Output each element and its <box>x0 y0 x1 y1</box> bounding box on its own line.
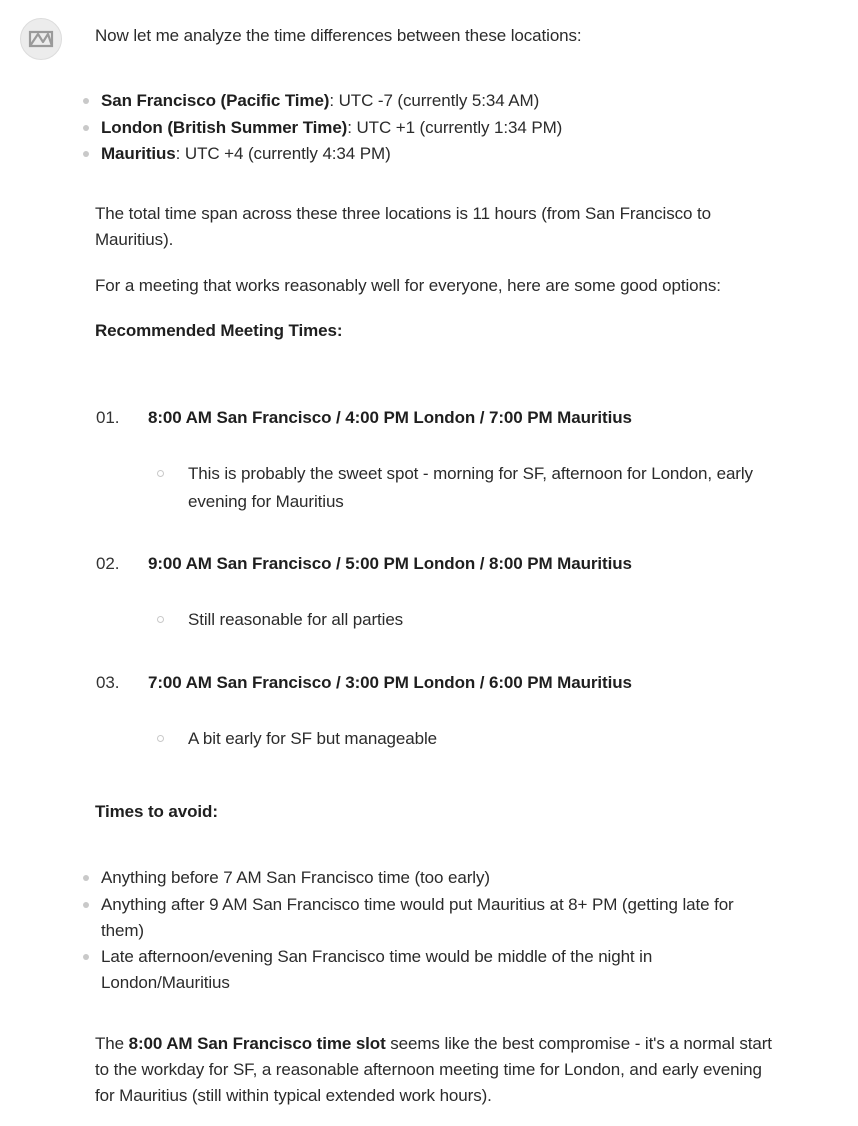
conclusion-rest: seems like the best compromise - it's a normal start <box>385 1034 772 1053</box>
option-number: 03. <box>96 673 120 692</box>
intro-text: Now let me analyze the time differences between these locations: <box>95 26 582 45</box>
list-item: Anything after 9 AM San Francisco time would put Mauritius at 8+ PM (getting late for <box>101 895 734 914</box>
bullet-icon <box>83 954 89 960</box>
list-item: Anything before 7 AM San Francisco time (too early) <box>101 868 490 887</box>
sub-bullet-icon <box>157 616 164 623</box>
list-item <box>101 115 562 141</box>
sub-bullet-icon <box>157 470 164 477</box>
option-note: This is probably the sweet spot - morning for SF, afternoon for London, early <box>188 464 753 483</box>
sub-bullet-icon <box>157 735 164 742</box>
list-item-continuation: London/Mauritius <box>101 973 230 992</box>
conclusion-line: for Mauritius (still within typical extended work hours). <box>95 1086 492 1105</box>
assistant-logo-icon <box>27 29 55 49</box>
zone-detail: : UTC +1 (currently 1:34 PM) <box>347 118 563 137</box>
conclusion-line <box>95 1034 772 1054</box>
option-note: evening for Mauritius <box>188 492 344 511</box>
option-title: 8:00 AM San Francisco / 4:00 PM London / 7:00 PM Mauritius <box>148 408 632 427</box>
bullet-icon <box>83 875 89 881</box>
options-intro: For a meeting that works reasonably well for everyone, here are some good options: <box>95 276 721 295</box>
bullet-icon <box>83 902 89 908</box>
conclusion-prefix: The <box>95 1034 129 1053</box>
list-item <box>101 141 391 167</box>
list-item-continuation: them) <box>101 921 144 940</box>
bullet-icon <box>83 125 89 131</box>
recommended-heading: Recommended Meeting Times: <box>95 321 343 340</box>
conclusion-highlight: 8:00 AM San Francisco time slot <box>128 1034 386 1053</box>
list-item: Late afternoon/evening San Francisco time would be middle of the night in <box>101 947 653 966</box>
bullet-icon <box>83 98 89 104</box>
option-number: 02. <box>96 554 120 573</box>
zone-name: London (British Summer Time) <box>101 118 348 137</box>
zone-detail: : UTC -7 (currently 5:34 AM) <box>329 91 540 110</box>
span-text-line: Mauritius). <box>95 230 174 249</box>
list-item <box>101 88 539 114</box>
option-note: Still reasonable for all parties <box>188 610 404 629</box>
conclusion-line: to the workday for SF, a reasonable afternoon meeting time for London, and early evening <box>95 1060 762 1079</box>
avoid-heading: Times to avoid: <box>95 802 218 821</box>
zone-detail: : UTC +4 (currently 4:34 PM) <box>175 144 391 163</box>
span-text-line: The total time span across these three locations is 11 hours (from San Francisco to <box>95 204 711 223</box>
bullet-icon <box>83 151 89 157</box>
option-title: 9:00 AM San Francisco / 5:00 PM London / 8:00 PM Mauritius <box>148 554 632 573</box>
assistant-avatar <box>20 18 62 60</box>
option-number: 01. <box>96 408 120 427</box>
option-title: 7:00 AM San Francisco / 3:00 PM London / 6:00 PM Mauritius <box>148 673 632 692</box>
option-note: A bit early for SF but manageable <box>188 729 438 748</box>
zone-name: Mauritius <box>101 144 176 163</box>
zone-name: San Francisco (Pacific Time) <box>101 91 330 110</box>
